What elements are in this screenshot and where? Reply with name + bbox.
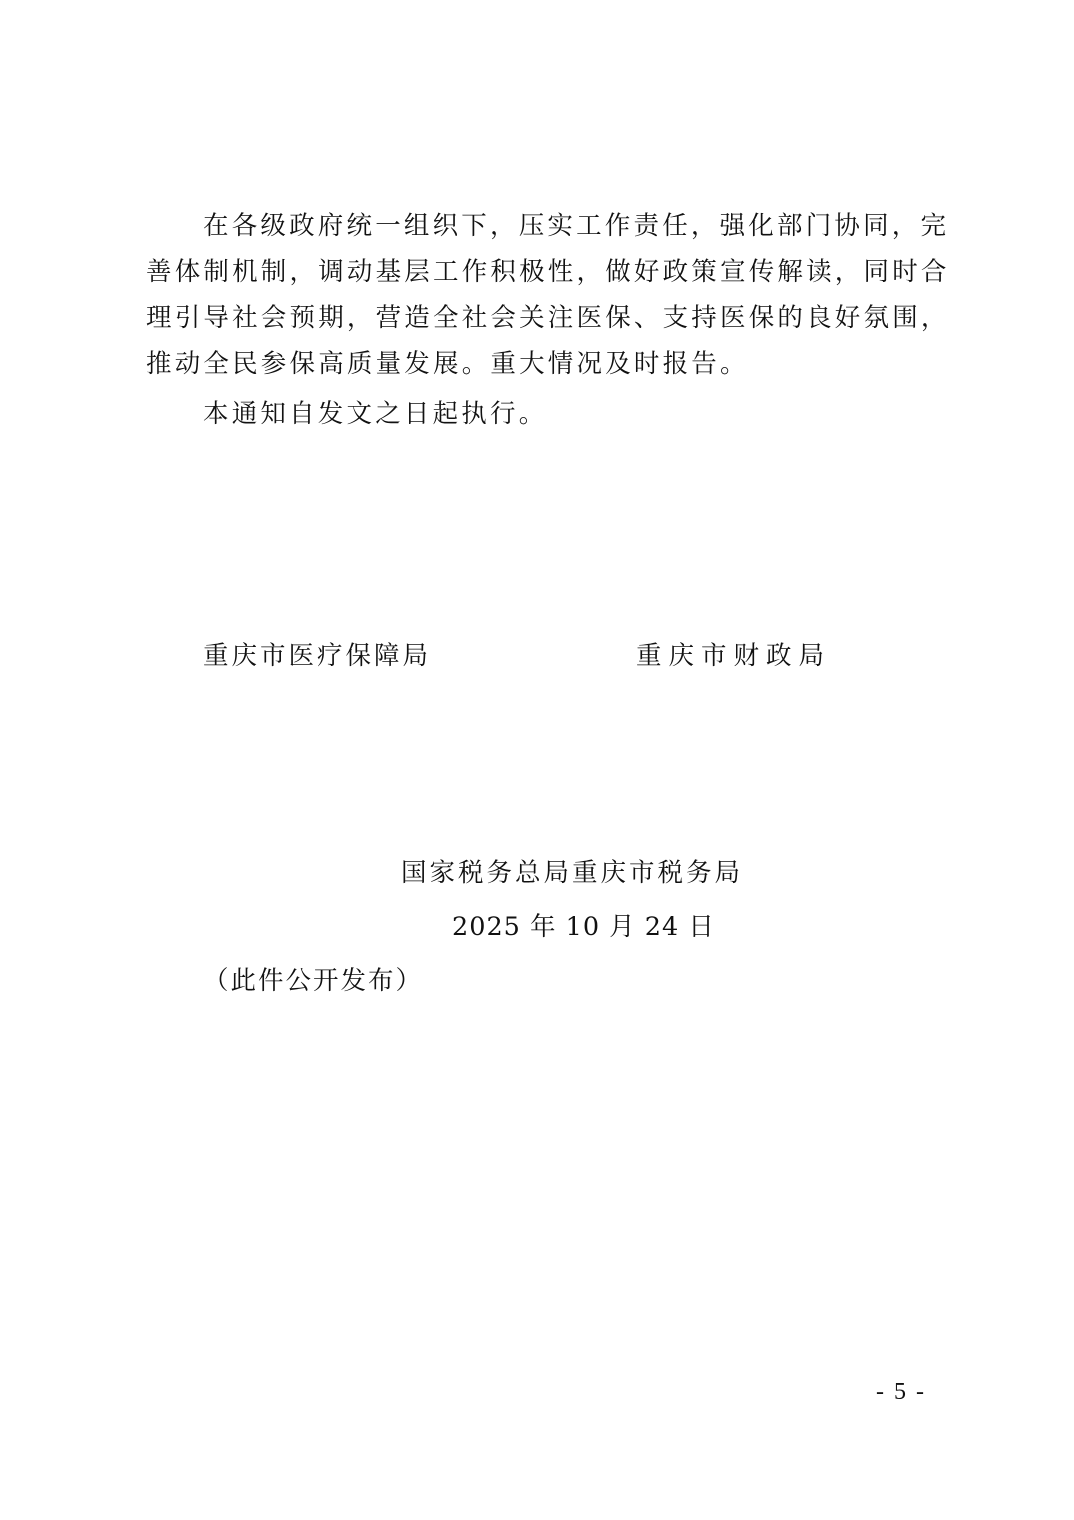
paragraph-1-line-4: 推动全民参保高质量发展。重大情况及时报告。	[146, 349, 749, 379]
paragraph-1-line-3: 理引导社会预期，营造全社会关注医保、支持医保的良好氛围，	[146, 303, 950, 333]
paragraph-1-line-2: 善体制机制，调动基层工作积极性，做好政策宣传解读，同时合	[146, 257, 950, 287]
signature-medical-security-bureau: 重庆市医疗保障局	[203, 641, 432, 671]
signature-finance-bureau: 重庆市财政局	[636, 641, 832, 671]
page-number: - 5 -	[876, 1379, 926, 1405]
paragraph-1-line-1: 在各级政府统一组织下，压实工作责任，强化部门协同，完	[203, 211, 950, 241]
body-text	[146, 203, 950, 437]
publication-note: （此件公开发布）	[203, 966, 424, 996]
signature-tax-bureau: 国家税务总局重庆市税务局	[401, 858, 744, 888]
issue-date: 2025 年 10 月 24 日	[452, 912, 715, 942]
paragraph-2: 本通知自发文之日起执行。	[203, 399, 548, 429]
